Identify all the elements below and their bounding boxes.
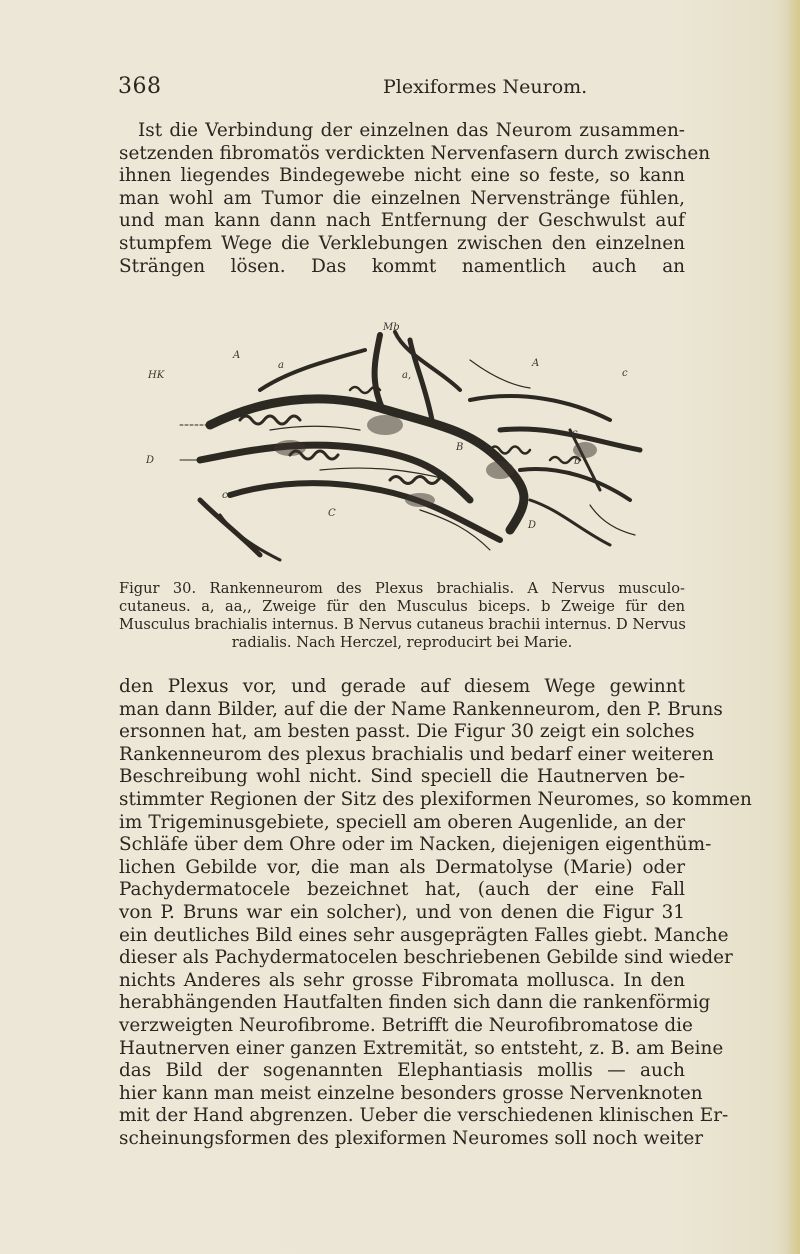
running-title: Plexiformes Neurom. [383,76,588,98]
figure-label-c-left: c [222,490,228,501]
text-line: Hautnerven einer ganzen Extremität, so entsteht, z. B. am Beine [119,1037,724,1059]
text-line: setzenden fibromatös verdickten Nervenfasern durch zwischen [119,142,711,164]
figure-caption [119,580,685,652]
page-header [118,74,720,104]
text-line: nichts Anderes als sehr grosse Fibromata mollusca. In den [119,969,685,991]
text-line: von P. Bruns war ein solcher), und von denen die Figur 31 [119,901,685,923]
caption-line: cutaneus. a, aa,, Zweige für den Musculus biceps. b Zweige für den [119,598,685,615]
text-line: stumpfem Wege die Verklebungen zwischen den einzelnen [119,232,685,254]
text-line: das Bild der sogenannten Elephantiasis mollis — auch [119,1060,685,1082]
text-line: dieser als Pachydermatocelen beschriebenen Gebilde sind wieder [119,947,733,969]
text-line: lichen Gebilde vor, die man als Dermatolyse (Marie) oder [119,856,685,878]
text-line: verzweigten Neurofibrome. Betrifft die Neurofibromatose die [119,1014,693,1036]
page-number: 368 [118,74,162,99]
text-line: den Plexus vor, und gerade auf diesem Wege gewinnt [119,676,685,697]
figure-label-mb: Mb [383,322,400,333]
figure-30-illustration [146,322,650,570]
figure-label-c-center: C [328,508,336,519]
text-line: Schläfe über dem Ohre oder im Nacken, diejenigen eigenthüm- [119,834,712,856]
text-line: ein deutliches Bild eines sehr ausgeprägten Falles giebt. Manche [119,924,729,946]
text-line: man wohl am Tumor die einzelnen Nervenstränge fühlen, [119,187,685,209]
text-line: scheinungsformen des plexiformen Neuromes soll noch weiter [119,1127,704,1149]
text-line: hier kann man meist einzelne besonders grosse Nervenknoten [119,1082,703,1104]
figure-label-a-right: A [532,358,540,369]
figure-label-b-upper: B [456,442,464,453]
text-line: Pachydermatocele bezeichnet hat, (auch der eine Fall [119,879,685,901]
figure-label-d-left: D [146,455,155,466]
text-line: stimmter Regionen der Sitz des plexiformen Neuromes, so kommen [119,788,752,810]
caption-line: Figur 30. Rankenneurom des Plexus brachialis. A Nervus musculo- [119,580,685,597]
text-line: ersonnen hat, am besten passt. Die Figur 30 zeigt ein solches [119,721,695,743]
text-line: Ist die Verbindung der einzelnen das Neurom zusammen- [138,120,685,141]
text-line: und man kann dann nach Entfernung der Geschwulst auf [119,210,685,232]
figure-label-c-mid: c [572,428,578,439]
figure-label-a-small: a [278,360,284,371]
figure-label-a-comma: a, [402,370,412,381]
text-line: Rankenneurom des plexus brachialis und bedarf einer weiteren [119,743,714,765]
text-line: ihnen liegendes Bindegewebe nicht eine so feste, so kann [119,165,685,187]
paragraph-2 [119,676,752,1150]
caption-line: Musculus brachialis internus. B Nervus cutaneus brachii internus. D Nervus [119,616,686,633]
page-edge-stain [786,0,800,1254]
text-line: herabhängenden Hautfalten finden sich dann die rankenförmig [119,992,711,1014]
caption-line: radialis. Nach Herczel, reproducirt bei Marie. [231,634,573,651]
text-line: Strängen lösen. Das kommt namentlich auch an [119,255,685,277]
figure-label-c-right: c [622,368,628,379]
figure-label-d-lower: D [528,520,537,531]
text-line: Beschreibung wohl nicht. Sind speciell die Hautnerven be- [119,766,685,788]
text-line: mit der Hand abgrenzen. Ueber die verschiedenen klinischen Er- [119,1105,729,1127]
nerve-plexus-drawing [170,330,650,570]
paragraph-1 [119,120,711,278]
figure-label-hk: HK [148,370,165,381]
text-line: man dann Bilder, auf die der Name Rankenneurom, den P. Bruns [119,698,723,720]
figure-label-b-lower: b [574,456,581,467]
text-line: im Trigeminusgebiete, speciell am oberen Augenlide, an der [119,811,685,833]
figure-label-a-upper: A [233,350,241,361]
